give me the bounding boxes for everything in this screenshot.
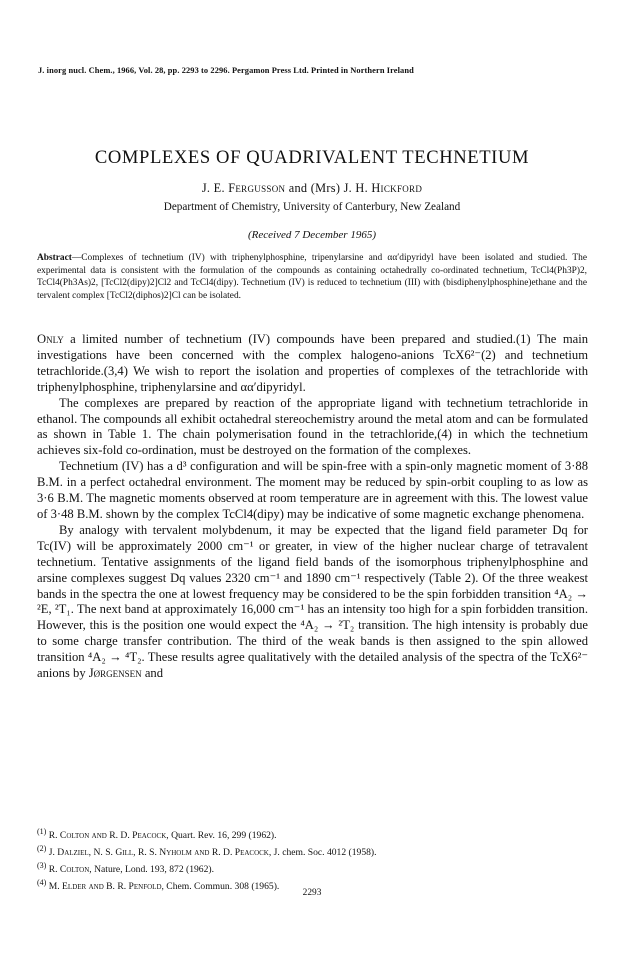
footnote: [37, 860, 597, 877]
footnote-mark: (1): [37, 827, 47, 836]
author-conjunction: and (Mrs) J. H.: [288, 181, 368, 195]
page-number: 2293: [302, 888, 322, 898]
footnotes: [37, 826, 597, 894]
paper-title: COMPLEXES OF QUADRIVALENT TECHNETIUM: [94, 147, 530, 168]
body-paragraph: The complexes are prepared by reaction of the appropriate ligand with technetium tetrachloride in ethanol. The compounds all exhibit octahedral stereochemistry around the metal atom and can be formulated as shown in Table 1. The chain polymerisation found in the tetrachloride,(4) in which the technetium achieves six-fold co-ordination, must be destroyed on the formation of the complexes.: [37, 395, 588, 458]
received-date: (Received 7 December 1965): [248, 229, 376, 241]
footnote-ref: J. chem. Soc. 4012 (1958).: [271, 847, 377, 859]
abstract-text: —Complexes of technetium (IV) with triphenylphosphine, tripenylarsine and αα′dipyridyl have been isolated and studied. The experimental data is consistent with the formulation of the compounds as containing octahedrally co-ordinated technetium, TcCl4(Ph3P)2, TcCl4(Ph3As)2, [TcCl2(dipy)2]Cl2 and TcCl4(dipy). Technetium (IV) is reduced to technetium (III) with (bisdiphenylphosphine)ethane and the tervalent complex [TcCl2(diphos)2]Cl can be isolated.: [37, 253, 587, 302]
footnote-ref: Chem. Commun. 308 (1965).: [163, 881, 280, 893]
body-paragraph: [37, 523, 588, 682]
footnote-mark: (3): [37, 860, 47, 870]
footnote-authors: R. Colton and R. D. Peacock,: [48, 830, 169, 842]
body-paragraph: Technetium (IV) has a d³ configuration and will be spin-free with a spin-only magnetic moment of 3·88 B.M. in a perfect octahedral environment. The moment may be reduced by spin-orbit coupling to as low as 3·6 B.M. The magnetic moments observed at room temperature are in agreement with this. The lowest value of 3·48 B.M. shown by the complex TcCl4(dipy) may be indicative of some magnetic exchange phenomena.: [37, 459, 588, 521]
journal-header: J. inorg nucl. Chem., 1966, Vol. 28, pp. 2293 to 2296. Pergamon Press Ltd. Printed in Northern Ireland: [38, 66, 414, 75]
footnote: [37, 826, 597, 843]
footnote-mark: (2): [37, 843, 47, 853]
author-1-surname: Fergusson: [228, 181, 286, 195]
body-paragraph: [37, 332, 588, 396]
paragraph-1-text: a limited number of technetium (IV) compounds have been prepared and studied.(1) The main investigations have been concerned with the complex halogeno-anions TcX6²⁻(2) and technetium tetrachloride.(3,4) We wish to report the isolation and properties of complexes of the tetrachloride with triphenylphosphine, triphenylarsine and αα′dipyridyl.: [37, 332, 588, 394]
footnote-authors: R. Colton,: [48, 864, 92, 876]
footnote-mark: (4): [37, 877, 47, 887]
body-text: [37, 332, 588, 682]
lead-word: Only: [37, 332, 64, 346]
paragraph-4-text: By analogy with tervalent molybdenum, it may be expected that the ligand field parameter Dq for Tc(IV) will be approximately 2000 cm⁻¹ or greater, in view of the higher nuclear charge of tetravalent technetium. Tentative assignments of the ligand field bands of the isomorphous triphenylphosphine and arsine complexes suggest Dq values 2320 cm⁻¹ and 1890 cm⁻¹ respectively (Table 2). Of the three weakest bands in the spectra the one at lowest frequency may be considered to be the spin forbidden transition ⁴A₂ → ²E, ²T₁. The next band at approximately 16,000 cm⁻¹ has an intensity too high for a spin forbidden transition. However, this is the position one would expect the ⁴A₂ → ²T₂ transition. The high intensity is probably due to some charge transfer contribution. The third of the weak bands is then assigned to the spin allowed transition ⁴A₂ → ⁴T₂. These results agree qualitatively with the detailed analysis of the spectra of the TcX6²⁻ anions by: [37, 522, 588, 681]
footnote-authors: M. Elder and B. R. Penfold,: [48, 881, 164, 893]
author-1-initials: J. E.: [201, 181, 225, 195]
footnote-authors: J. Dalziel, N. S. Gill, R. S. Nyholm and R. D. Peacock,: [48, 847, 272, 859]
abstract: [37, 252, 587, 303]
author-line: [0, 181, 624, 196]
author-2-surname: Hickford: [371, 181, 423, 195]
footnote-ref: Quart. Rev. 16, 299 (1962).: [168, 830, 277, 842]
paragraph-4-tail: and: [141, 666, 164, 681]
abstract-label: Abstract: [37, 253, 72, 263]
footnote-ref: Nature, Lond. 193, 872 (1962).: [91, 864, 214, 876]
cited-author: Jørgensen: [88, 666, 142, 681]
footnote: [37, 843, 597, 860]
affiliation: Department of Chemistry, University of Canterbury, New Zealand: [163, 201, 461, 213]
